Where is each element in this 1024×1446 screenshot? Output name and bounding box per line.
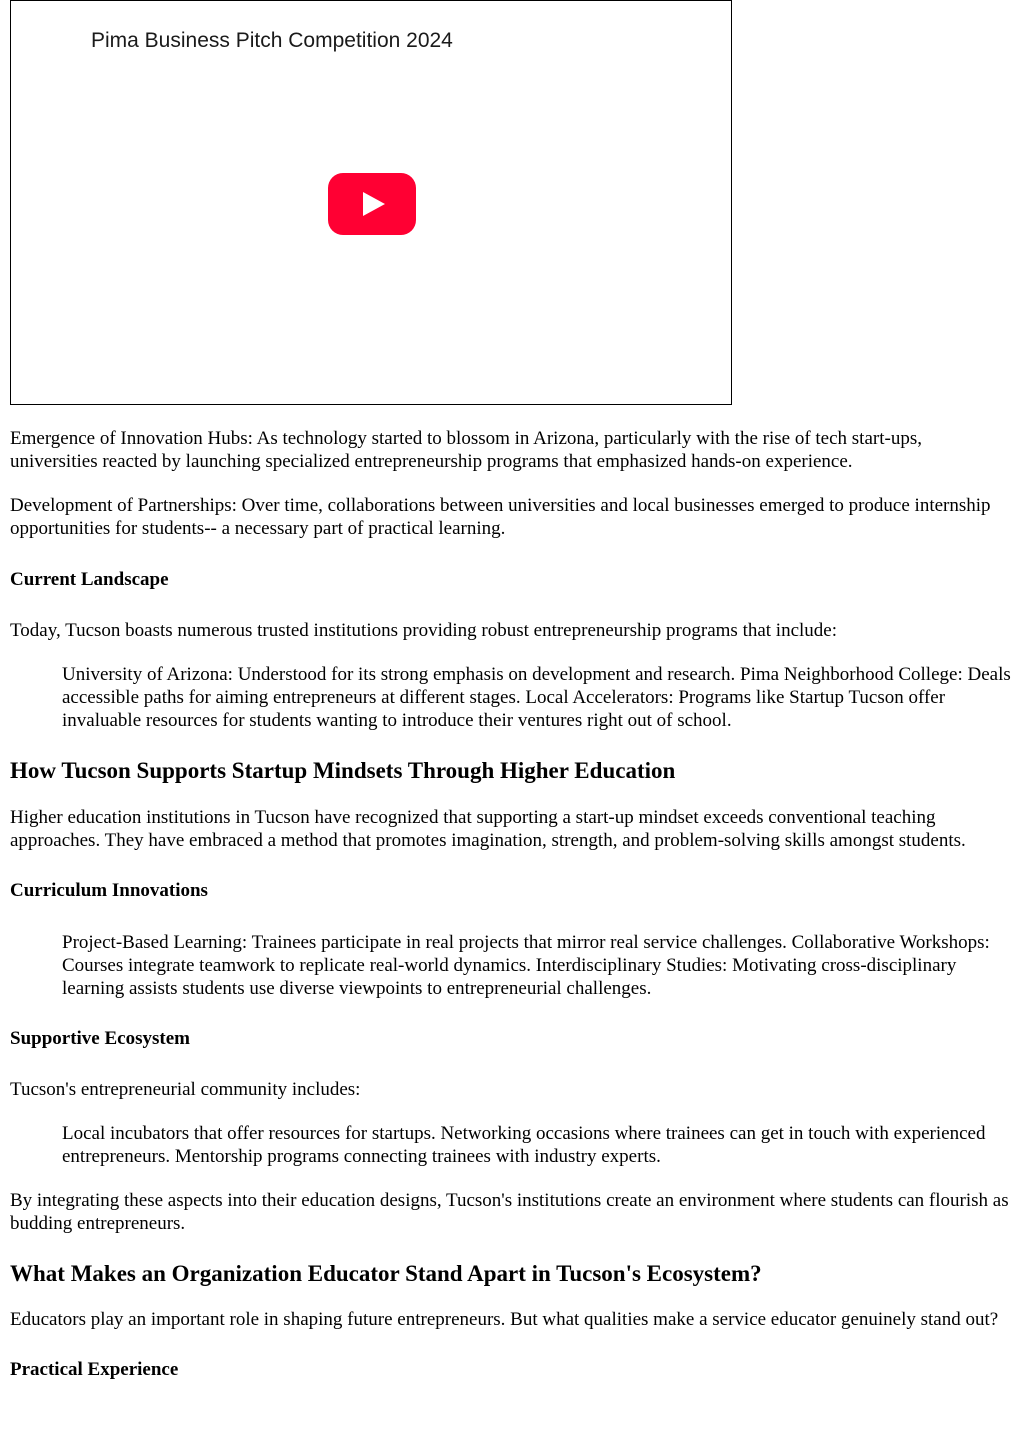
heading-curriculum-innovations: Curriculum Innovations	[10, 880, 208, 901]
heading-how-tucson-supports: How Tucson Supports Startup Mindsets Through Higher Education	[10, 758, 676, 783]
heading-supportive-ecosystem: Supportive Ecosystem	[10, 1028, 190, 1049]
paragraph-innovation-hubs: Emergence of Innovation Hubs: As technology started to blossom in Arizona, particularly with the rise of tech start-ups, universities reacted by launching specialized entrepreneurship programs that emphasized hands-on experience.	[10, 428, 922, 472]
paragraph-educators: Educators play an important role in shaping future entrepreneurs. But what qualities make a service educator genuinely stand out?	[10, 1309, 999, 1330]
paragraph-higher-education: Higher education institutions in Tucson have recognized that supporting a start-up mindset exceeds conventional teaching approaches. They have embraced a method that promotes imagination, strength, and problem-solving skills amongst students.	[10, 807, 966, 851]
quote-community: Local incubators that offer resources for startups. Networking occasions where trainees can get in touch with experienced entrepreneurs. Mentorship programs connecting trainees with industry experts.	[62, 1123, 986, 1167]
heading-what-makes-educator: What Makes an Organization Educator Stand Apart in Tucson's Ecosystem?	[10, 1261, 762, 1286]
paragraph-partnerships: Development of Partnerships: Over time, collaborations between universities and local businesses emerged to produce internship opportunities for students-- a necessary part of practical learning.	[10, 495, 991, 539]
article	[10, 0, 1014, 1381]
video-embed[interactable]	[10, 0, 732, 405]
paragraph-today: Today, Tucson boasts numerous trusted institutions providing robust entrepreneurship programs that include:	[10, 620, 838, 641]
video-title[interactable]: Pima Business Pitch Competition 2024	[91, 29, 453, 52]
heading-current-landscape: Current Landscape	[10, 569, 169, 590]
quote-institutions: University of Arizona: Understood for its strong emphasis on development and research. Pima Neighborhood College: Deals accessible paths for aiming entrepreneurs at different stages. Local Accelerators: Programs like Startup Tucson offer invaluable resources for students wanting to introduce their ventures right out of school.	[62, 664, 1011, 731]
heading-practical-experience: Practical Experience	[10, 1359, 179, 1380]
paragraph-community: Tucson's entrepreneurial community includes:	[10, 1079, 361, 1100]
quote-curriculum: Project-Based Learning: Trainees participate in real projects that mirror real service challenges. Collaborative Workshops: Courses integrate teamwork to replicate real-world dynamics. Interdisciplinary Studies: Motivating cross-disciplinary learning assists students use diverse viewpoints to entrepreneurial challenges.	[62, 932, 990, 999]
play-icon[interactable]	[328, 173, 416, 235]
paragraph-integrating: By integrating these aspects into their education designs, Tucson's institutions create an environment where students can flourish as budding entrepreneurs.	[10, 1190, 1009, 1234]
